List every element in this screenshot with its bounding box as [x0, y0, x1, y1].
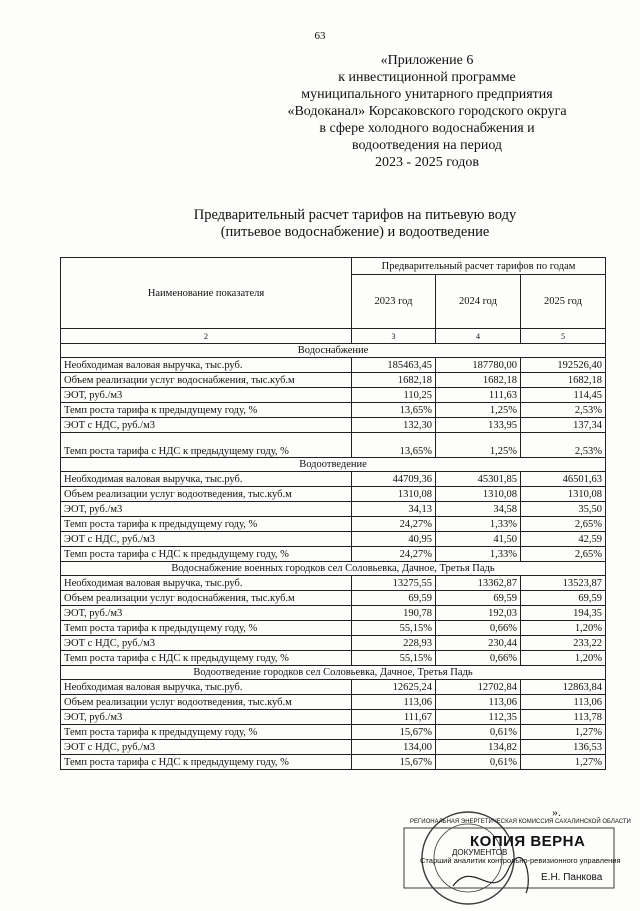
header-year: 2025 год [521, 275, 606, 329]
indicator-name: ЭОТ, руб./м3 [61, 606, 352, 621]
indicator-name: Темп роста тарифа с НДС к предыдущему году, % [61, 755, 352, 770]
value-cell: 112,35 [436, 710, 521, 725]
appendix-line: муниципального унитарного предприятия [301, 87, 553, 102]
indicator-name: Необходимая валовая выручка, тыс.руб. [61, 680, 352, 695]
appendix-line: в сфере холодного водоснабжения и [319, 121, 535, 136]
appendix-heading [262, 52, 592, 171]
value-cell: 228,93 [352, 636, 436, 651]
stamp-organization: РЕГИОНАЛЬНАЯ ЭНЕРГЕТИЧЕСКАЯ КОМИССИЯ САХАЛИНСКОЙ ОБЛАСТИ [410, 819, 631, 825]
indicator-name: Темп роста тарифа к предыдущему году, % [61, 403, 352, 418]
table-row [61, 472, 606, 487]
table-row [61, 636, 606, 651]
value-cell: 233,22 [521, 636, 606, 651]
value-cell: 13523,87 [521, 576, 606, 591]
value-cell: 111,67 [352, 710, 436, 725]
section-row [61, 562, 606, 576]
table-row [61, 710, 606, 725]
table-row [61, 358, 606, 373]
value-cell: 45301,85 [436, 472, 521, 487]
value-cell: 42,59 [521, 532, 606, 547]
value-cell: 1,33% [436, 517, 521, 532]
table-row [61, 418, 606, 433]
value-cell: 1,25% [436, 403, 521, 418]
value-cell: 55,15% [352, 651, 436, 666]
table-row [61, 487, 606, 502]
value-cell: 1682,18 [352, 373, 436, 388]
column-number: 3 [352, 329, 436, 344]
section-row [61, 344, 606, 358]
value-cell: 1,20% [521, 651, 606, 666]
column-number: 4 [436, 329, 521, 344]
table-row [61, 695, 606, 710]
value-cell: 1,27% [521, 725, 606, 740]
indicator-name: ЭОТ, руб./м3 [61, 710, 352, 725]
signer-name: Е.Н. Панкова [541, 872, 603, 883]
section-row [61, 666, 606, 680]
value-cell: 2,53% [521, 433, 606, 458]
value-cell: 111,63 [436, 388, 521, 403]
value-cell: 1,25% [436, 433, 521, 458]
table-row [61, 373, 606, 388]
indicator-name: Темп роста тарифа к предыдущему году, % [61, 517, 352, 532]
indicator-name: ЭОТ с НДС, руб./м3 [61, 740, 352, 755]
section-title: Водоснабжение военных городков сел Соловьевка, Дачное, Третья Падь [61, 562, 606, 576]
value-cell: 13,65% [352, 403, 436, 418]
header-year: 2024 год [436, 275, 521, 329]
signer-role: Старший аналитик контрольно-ревизионного управления [420, 856, 621, 865]
appendix-line: «Водоканал» Корсаковского городского округа [287, 104, 567, 119]
value-cell: 2,53% [521, 403, 606, 418]
value-cell: 133,95 [436, 418, 521, 433]
tariff-table [60, 257, 606, 770]
table-row [61, 433, 606, 458]
value-cell: 1,33% [436, 547, 521, 562]
document-title [60, 207, 640, 241]
table-row [61, 547, 606, 562]
value-cell: 34,13 [352, 502, 436, 517]
indicator-name: Объем реализации услуг водоснабжения, тыс.куб.м [61, 591, 352, 606]
value-cell: 190,78 [352, 606, 436, 621]
value-cell: 1310,08 [521, 487, 606, 502]
header-years-group: Предварительный расчет тарифов по годам [352, 258, 606, 275]
value-cell: 134,00 [352, 740, 436, 755]
value-cell: 24,27% [352, 517, 436, 532]
value-cell: 0,66% [436, 621, 521, 636]
value-cell: 194,35 [521, 606, 606, 621]
value-cell: 12702,84 [436, 680, 521, 695]
value-cell: 137,34 [521, 418, 606, 433]
table-row [61, 755, 606, 770]
value-cell: 185463,45 [352, 358, 436, 373]
column-number: 5 [521, 329, 606, 344]
indicator-name: Необходимая валовая выручка, тыс.руб. [61, 472, 352, 487]
value-cell: 1682,18 [521, 373, 606, 388]
value-cell: 192,03 [436, 606, 521, 621]
value-cell: 136,53 [521, 740, 606, 755]
value-cell: 113,78 [521, 710, 606, 725]
value-cell: 0,61% [436, 725, 521, 740]
value-cell: 192526,40 [521, 358, 606, 373]
indicator-name: ЭОТ, руб./м3 [61, 502, 352, 517]
value-cell: 15,67% [352, 755, 436, 770]
indicator-name: ЭОТ с НДС, руб./м3 [61, 636, 352, 651]
value-cell: 44709,36 [352, 472, 436, 487]
section-title: Водоотведение городков сел Соловьевка, Дачное, Третья Падь [61, 666, 606, 680]
value-cell: 13362,87 [436, 576, 521, 591]
value-cell: 230,44 [436, 636, 521, 651]
value-cell: 46501,63 [521, 472, 606, 487]
value-cell: 69,59 [521, 591, 606, 606]
indicator-name: Необходимая валовая выручка, тыс.руб. [61, 576, 352, 591]
value-cell: 132,30 [352, 418, 436, 433]
value-cell: 0,61% [436, 755, 521, 770]
table-row [61, 651, 606, 666]
value-cell: 2,65% [521, 547, 606, 562]
indicator-name: ЭОТ, руб./м3 [61, 388, 352, 403]
value-cell: 1682,18 [436, 373, 521, 388]
table-row [61, 680, 606, 695]
value-cell: 69,59 [436, 591, 521, 606]
indicator-name: Объем реализации услуг водоотведения, тыс.куб.м [61, 695, 352, 710]
title-line-2: (питьевое водоснабжение) и водоотведение [220, 224, 490, 240]
table-row [61, 403, 606, 418]
value-cell: 1310,08 [352, 487, 436, 502]
value-cell: 0,66% [436, 651, 521, 666]
table-row [61, 621, 606, 636]
indicator-name: Темп роста тарифа с НДС к предыдущему году, % [61, 651, 352, 666]
table-row [61, 502, 606, 517]
value-cell: 69,59 [352, 591, 436, 606]
section-title: Водоснабжение [61, 344, 606, 358]
value-cell: 40,95 [352, 532, 436, 547]
indicator-name: Темп роста тарифа с НДС к предыдущему году, % [61, 433, 352, 458]
indicator-name: Объем реализации услуг водоотведения, тыс.куб.м [61, 487, 352, 502]
value-cell: 15,67% [352, 725, 436, 740]
value-cell: 1310,08 [436, 487, 521, 502]
value-cell: 110,25 [352, 388, 436, 403]
value-cell: 35,50 [521, 502, 606, 517]
value-cell: 13,65% [352, 433, 436, 458]
indicator-name: Темп роста тарифа к предыдущему году, % [61, 725, 352, 740]
indicator-name: Необходимая валовая выручка, тыс.руб. [61, 358, 352, 373]
value-cell: 34,58 [436, 502, 521, 517]
value-cell: 55,15% [352, 621, 436, 636]
closing-quote: ». [552, 805, 561, 819]
value-cell: 12625,24 [352, 680, 436, 695]
column-number: 2 [61, 329, 352, 344]
value-cell: 24,27% [352, 547, 436, 562]
copy-certified-label: КОПИЯ ВЕРНА [470, 833, 586, 850]
appendix-line: «Приложение 6 [380, 53, 474, 68]
table-row [61, 576, 606, 591]
table-row [61, 740, 606, 755]
section-title: Водоотведение [61, 458, 606, 472]
value-cell: 2,65% [521, 517, 606, 532]
value-cell: 12863,84 [521, 680, 606, 695]
indicator-name: ЭОТ с НДС, руб./м3 [61, 532, 352, 547]
value-cell: 187780,00 [436, 358, 521, 373]
indicator-name: ЭОТ с НДС, руб./м3 [61, 418, 352, 433]
table-row [61, 591, 606, 606]
value-cell: 113,06 [521, 695, 606, 710]
header-indicator-name: Наименование показателя [61, 258, 352, 329]
appendix-line: водоотведения на период [351, 138, 503, 153]
table-row [61, 606, 606, 621]
stamp-dept: ДОКУМЕНТОВ [452, 848, 508, 857]
appendix-line: к инвестиционной программе [338, 70, 516, 85]
section-row [61, 458, 606, 472]
title-line-1: Предварительный расчет тарифов на питьевую воду [193, 207, 517, 223]
indicator-name: Объем реализации услуг водоснабжения, тыс.куб.м [61, 373, 352, 388]
value-cell: 1,27% [521, 755, 606, 770]
table-body [61, 344, 606, 770]
table-row [61, 725, 606, 740]
page-number: 63 [314, 30, 326, 42]
value-cell: 114,45 [521, 388, 606, 403]
value-cell: 134,82 [436, 740, 521, 755]
value-cell: 13275,55 [352, 576, 436, 591]
value-cell: 1,20% [521, 621, 606, 636]
appendix-line: 2023 - 2025 годов [375, 155, 479, 170]
table-row [61, 532, 606, 547]
table-row [61, 388, 606, 403]
table-row [61, 517, 606, 532]
indicator-name: Темп роста тарифа к предыдущему году, % [61, 621, 352, 636]
value-cell: 113,06 [436, 695, 521, 710]
indicator-name: Темп роста тарифа с НДС к предыдущему году, % [61, 547, 352, 562]
value-cell: 41,50 [436, 532, 521, 547]
value-cell: 113,06 [352, 695, 436, 710]
header-year: 2023 год [352, 275, 436, 329]
